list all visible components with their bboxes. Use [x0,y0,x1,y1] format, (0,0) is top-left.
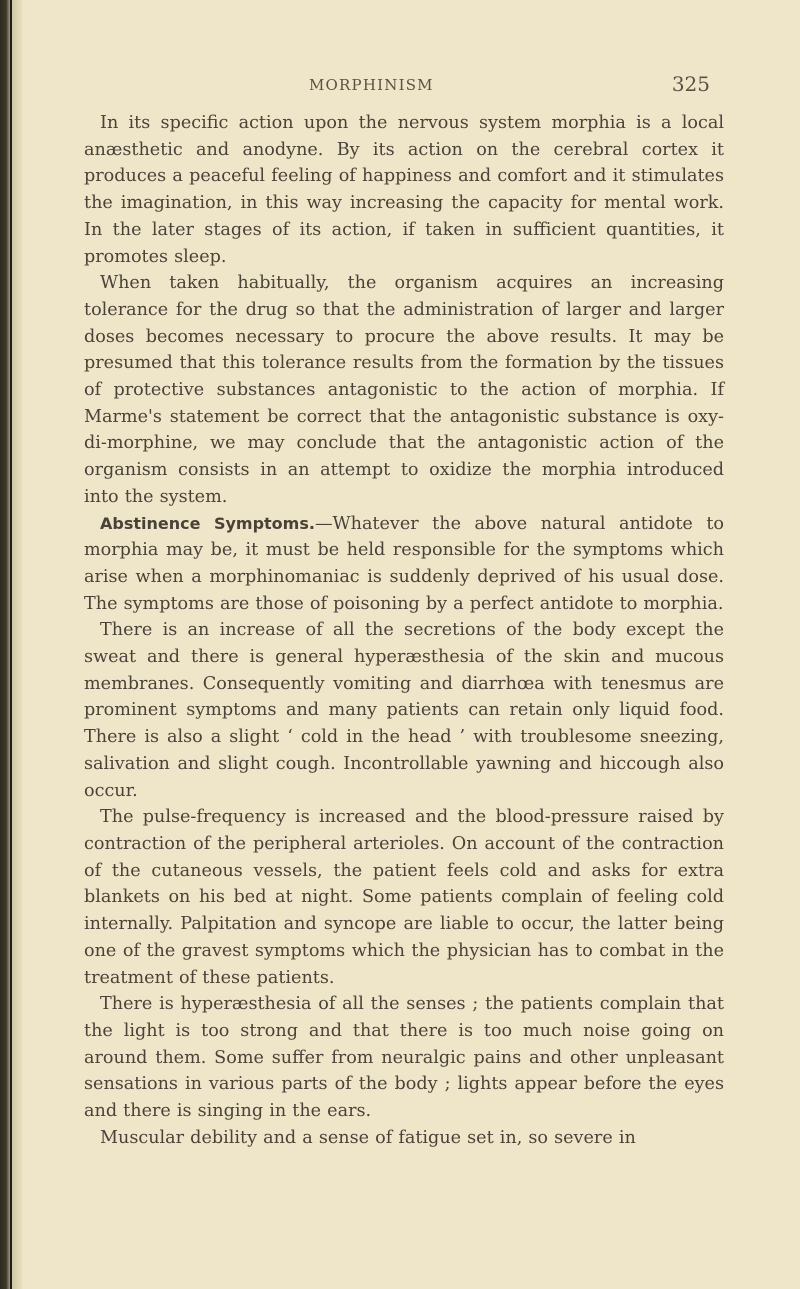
page-number: 325 [671,72,710,96]
paragraph: The pulse-frequency is increased and the blood-pressure raised by contraction of the peripheral arterioles. On account of the contraction of the cutaneous vessels, the patient feels cold and asks for extra blankets on his bed at night. Some patients complain of feeling cold internally. Palpitation and syncope are liable to occur, the latter being one of the gravest symptoms which the physician has to combat in the treatment of these patients. [84,807,724,988]
paragraph: Abstinence Symptoms.—Whatever the above natural antidote to morphia may be, it must be held responsible for the symptoms which arise when a morphinomaniac is suddenly deprived of his usual dose. The symptoms are those of poisoning by a perfect antidote to morphia. [84,513,724,614]
body-text [84,110,724,1151]
section-heading: Abstinence Symptoms. [100,513,315,533]
page-header [84,70,724,110]
paragraph: There is hyperæsthesia of all the senses ; the patients complain that the light is too strong and that there is too much noise going on around them. Some suffer from neuralgic pains and other unpleasant sensations in various parts of the body ; lights appear before the eyes and there is singing in the ears. [84,994,724,1122]
paragraph: Muscular debility and a sense of fatigue set in, so severe in [100,1127,636,1148]
paragraph: When taken habitually, the organism acquires an increasing tolerance for the drug so that the administration of larger and larger doses becomes necessary to procure the above results. It may be presumed that this tolerance results from the formation by the tissues of protective substances antagonistic to the action of morphia. If Marme's statement be correct that the antagonistic substance is oxy-di-morphine, we may conclude that the antagonistic action of the organism consists in an attempt to oxidize the morphia introduced into the system. [84,273,724,507]
binding-edge [10,0,12,1289]
paragraph: In its specific action upon the nervous system morphia is a local anæsthetic and anodyne. By its action on the cerebral cortex it produces a peaceful feeling of happiness and comfort and it stimulates the imagination, in this way increasing the capacity for mental work. In the later stages of its action, if taken in sufficient quantities, it promotes sleep. [84,113,724,267]
running-head: MORPHINISM [309,76,434,94]
paragraph: There is an increase of all the secretions of the body except the sweat and there is general hyperæsthesia of the skin and mucous membranes. Consequently vomiting and diarrhœa with tenesmus are prominent symptoms and many patients can retain only liquid food. There is also a slight ‘ cold in the head ’ with troublesome sneezing, salivation and slight cough. Incontrollable yawning and hiccough also occur. [84,620,724,801]
book-page [84,70,724,1151]
